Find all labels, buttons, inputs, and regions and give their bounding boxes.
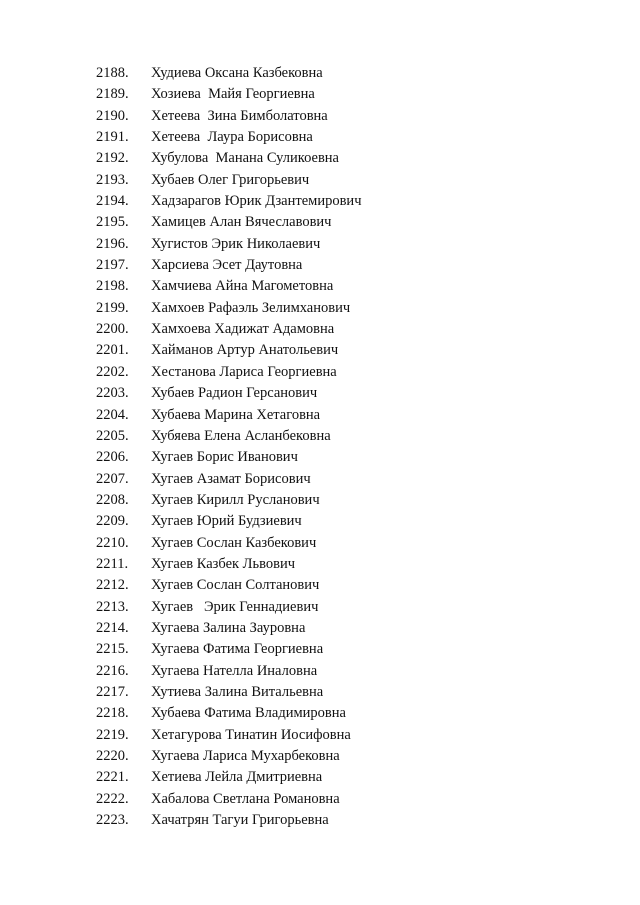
entry-number: 2212.: [96, 577, 129, 594]
entry-name: Хетагурова Тинатин Иосифовна: [151, 726, 351, 743]
entry-number: 2193.: [96, 171, 129, 188]
entry-name: Хетеева Лаура Борисовна: [151, 129, 313, 146]
entry-name: Хубулова Манана Суликоевна: [151, 150, 339, 167]
entry-number: 2213.: [96, 598, 129, 615]
list-item: [0, 234, 640, 255]
list-item: [0, 597, 640, 618]
entry-number: 2197.: [96, 257, 129, 274]
entry-number: 2206.: [96, 449, 129, 466]
list-item: [0, 789, 640, 810]
entry-number: 2217.: [96, 683, 129, 700]
entry-name: Хугаева Фатима Георгиевна: [151, 641, 324, 658]
entry-name: Хугаева Залина Зауровна: [151, 619, 306, 636]
entry-number: 2218.: [96, 705, 129, 722]
entry-name: Хубаева Фатима Владимировна: [151, 705, 346, 722]
list-item: [0, 575, 640, 596]
entry-name: Хугаев Сослан Казбекович: [151, 534, 317, 551]
entry-number: 2215.: [96, 641, 129, 658]
entry-number: 2207.: [96, 470, 129, 487]
entry-number: 2192.: [96, 150, 129, 167]
list-item: [0, 298, 640, 319]
list-item: [0, 212, 640, 233]
entry-name: Хубаев Олег Григорьевич: [151, 171, 310, 188]
entry-number: 2194.: [96, 193, 129, 210]
list-item: [0, 319, 640, 340]
list-item: [0, 426, 640, 447]
entry-name: Хамицев Алан Вячеславович: [151, 214, 332, 231]
list-item: [0, 511, 640, 532]
list-item: [0, 84, 640, 105]
entry-number: 2202.: [96, 363, 129, 380]
entry-number: 2196.: [96, 235, 129, 252]
list-item: [0, 362, 640, 383]
entry-number: 2209.: [96, 513, 129, 530]
entry-name: Хозиева Майя Георгиевна: [151, 86, 315, 103]
list-item: [0, 106, 640, 127]
list-item: [0, 703, 640, 724]
name-list: [0, 63, 640, 831]
entry-name: Хадзарагов Юрик Дзантемирович: [151, 193, 362, 210]
entry-name: Хугаев Эрик Геннадиевич: [151, 598, 319, 615]
entry-name: Хабалова Светлана Романовна: [151, 790, 340, 807]
entry-name: Хугаева Лариса Мухарбековна: [151, 748, 340, 764]
entry-number: 2208.: [96, 491, 129, 508]
entry-number: 2198.: [96, 278, 129, 295]
entry-number: 2211.: [96, 555, 129, 572]
entry-number: 2219.: [96, 726, 129, 743]
entry-number: 2216.: [96, 662, 129, 679]
list-item: [0, 405, 640, 426]
entry-name: Харсиева Эсет Даутовна: [151, 257, 303, 274]
entry-number: 2199.: [96, 299, 129, 316]
entry-name: Хайманов Артур Анатольевич: [151, 342, 339, 359]
list-item: [0, 746, 640, 767]
entry-name: Хугаев Борис Иванович: [151, 449, 298, 466]
entry-name: Хутиева Залина Витальевна: [151, 683, 324, 700]
entry-number: 2205.: [96, 427, 129, 444]
list-item: [0, 255, 640, 276]
list-item: [0, 383, 640, 404]
list-item: [0, 618, 640, 639]
list-item: [0, 810, 640, 831]
entry-name: Хачатрян Тагуи Григорьевна: [151, 812, 329, 829]
entry-name: Хугаев Казбек Львович: [151, 555, 296, 572]
entry-number: 2214.: [96, 619, 129, 636]
entry-number: 2190.: [96, 107, 129, 124]
entry-name: Хестанова Лариса Георгиевна: [151, 363, 337, 380]
list-item: [0, 661, 640, 682]
entry-name: Хамхоева Хадижат Адамовна: [151, 321, 335, 338]
entry-name: Хамхоев Рафаэль Зелимханович: [151, 299, 351, 316]
list-item: [0, 127, 640, 148]
list-item: [0, 447, 640, 468]
entry-name: Худиева Оксана Казбековна: [151, 65, 323, 81]
list-item: [0, 170, 640, 191]
entry-name: Хугаев Юрий Будзиевич: [151, 513, 302, 530]
list-item: [0, 725, 640, 746]
entry-name: Хубаев Радион Герсанович: [151, 385, 318, 402]
entry-name: Хугистов Эрик Николаевич: [151, 235, 321, 252]
list-item: [0, 682, 640, 703]
entry-number: 2201.: [96, 342, 129, 359]
entry-number: 2189.: [96, 86, 129, 103]
entry-number: 2195.: [96, 214, 129, 231]
list-item: [0, 148, 640, 169]
list-item: [0, 490, 640, 511]
entry-name: Хетеева Зина Бимболатовна: [151, 107, 328, 124]
entry-number: 2223.: [96, 812, 129, 829]
entry-name: Хугаев Азамат Борисович: [151, 470, 311, 487]
entry-name: Хугаева Нателла Иналовна: [151, 662, 318, 679]
list-item: [0, 63, 640, 84]
entry-number: 2210.: [96, 534, 129, 551]
list-item: [0, 767, 640, 788]
entry-number: 2203.: [96, 385, 129, 402]
entry-name: Хугаев Кирилл Русланович: [151, 491, 320, 508]
list-item: [0, 340, 640, 361]
list-item: [0, 276, 640, 297]
entry-name: Хугаев Сослан Солтанович: [151, 577, 320, 594]
entry-name: Хамчиева Айна Магометовна: [151, 278, 334, 295]
entry-name: Хубяева Елена Асланбековна: [151, 427, 331, 444]
list-item: [0, 533, 640, 554]
entry-number: 2221.: [96, 769, 129, 786]
entry-number: 2200.: [96, 321, 129, 338]
entry-name: Хетиева Лейла Дмитриевна: [151, 769, 323, 786]
entry-number: 2204.: [96, 406, 129, 423]
entry-number: 2188.: [96, 65, 129, 81]
entry-number: 2222.: [96, 790, 129, 807]
list-item: [0, 469, 640, 490]
entry-name: Хубаева Марина Хетаговна: [151, 406, 321, 423]
entry-number: 2220.: [96, 748, 129, 764]
entry-number: 2191.: [96, 129, 129, 146]
list-item: [0, 191, 640, 212]
list-item: [0, 554, 640, 575]
list-item: [0, 639, 640, 660]
